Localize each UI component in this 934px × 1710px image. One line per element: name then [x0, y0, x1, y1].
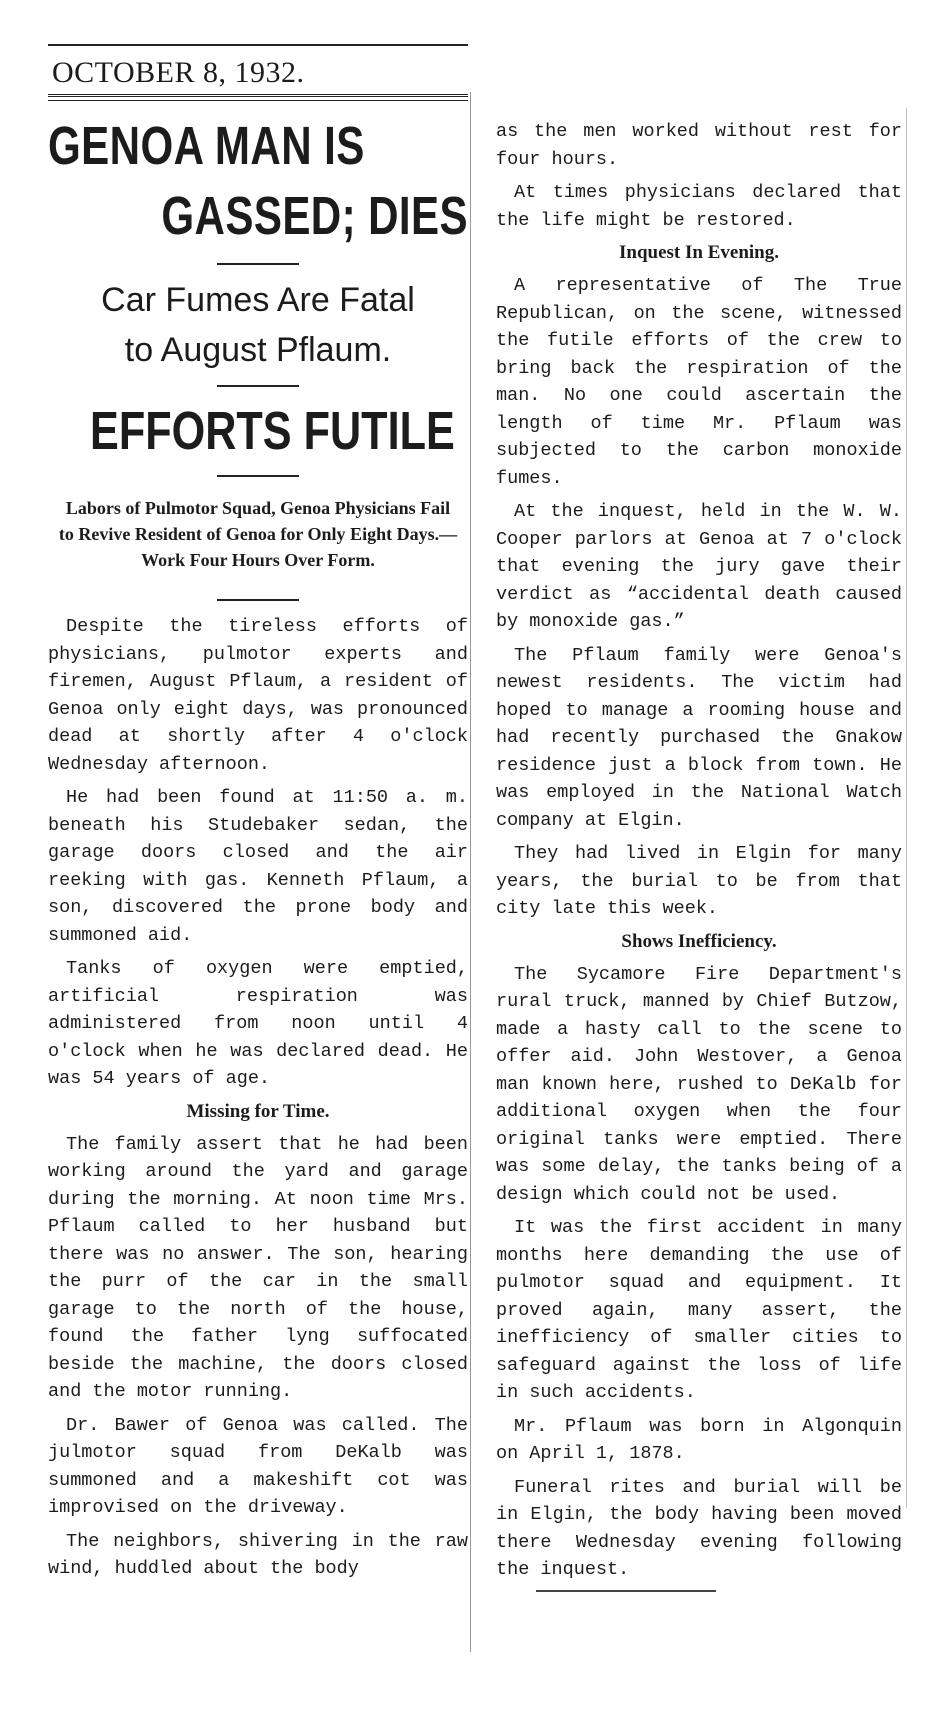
paragraph: Despite the tireless efforts of physicians, pulmotor experts and firemen, August Pflaum, a resident of Genoa only eight days, was pronounced dead at shortly after 4 o'clock Wednesday afternoon.	[48, 616, 468, 775]
paragraph: At the inquest, held in the W. W. Cooper parlors at Genoa at 7 o'clock that evening the jury gave their verdict as “accidental death caused by monoxide gas.”	[496, 501, 902, 632]
divider-rule	[217, 263, 299, 265]
paragraph: Tanks of oxygen were emptied, artificial respiration was administered from noon until 4 o'clock when he was declared dead. He was 54 years of age.	[48, 958, 468, 1089]
paragraph: A representative of The True Republican, on the scene, witnessed the futile efforts of the crew to bring back the respiration of the man. No one could ascertain the length of time Mr. Pflaum was subjected to the carbon monoxide fumes.	[496, 275, 902, 489]
subhead-missing-for-time: Missing for Time.	[186, 1100, 330, 1122]
headline-line-1: GENOA MAN IS	[48, 116, 365, 176]
divider-rule	[217, 385, 299, 387]
dateline: OCTOBER 8, 1932.	[52, 56, 305, 89]
right-body	[496, 118, 902, 1584]
paragraph: The neighbors, shivering in the raw wind, huddled about the body	[48, 1530, 468, 1579]
paragraph: Dr. Bawer of Genoa was called. The julmotor squad from DeKalb was summoned and a makeshift cot was improvised on the driveway.	[48, 1414, 468, 1518]
paragraph: The Sycamore Fire Department's rural truck, manned by Chief Butzow, made a hasty call to the scene to offer aid. John Westover, a Genoa man known here, rushed to DeKalb for additional oxygen when the four original tanks were emptied. There was some delay, the tanks being of a design which could not be used.	[496, 963, 902, 1205]
paragraph: Funeral rites and burial will be in Elgin, the body having been moved there Wednesday evening following the inquest.	[496, 1476, 902, 1580]
left-body	[48, 613, 468, 1583]
deck-line-1: Car Fumes Are Fatal	[101, 281, 415, 319]
paragraph: They had lived in Elgin for many years, the burial to be from that city late this week.	[496, 843, 902, 919]
column-divider	[470, 92, 471, 1652]
paragraph: as the men worked without rest for four hours.	[496, 121, 902, 170]
clipping-edge	[906, 108, 907, 1508]
paragraph: The family assert that he had been working around the yard and garage during the morning. At noon time Mrs. Pflaum called to her husband but there was no answer. The son, hearing the purr of the car in the small garage to the north of the house, found the father lyng suffocated beside the machine, the doors closed and the motor running.	[48, 1133, 468, 1402]
double-rule	[48, 94, 468, 101]
end-rule	[536, 1590, 716, 1592]
subhead-inquest-in-evening: Inquest In Evening.	[619, 242, 779, 263]
left-column	[48, 44, 468, 1589]
divider-rule	[217, 599, 299, 601]
headline-line-2: GASSED; DIES	[161, 186, 468, 246]
paragraph: Mr. Pflaum was born in Algonquin on April 1, 1878.	[496, 1415, 902, 1464]
divider-rule	[217, 475, 299, 477]
subdeck: Labors of Pulmotor Squad, Genoa Physicians Fail to Revive Resident of Genoa for Only Eight Days.—Work Four Hours Over Form.	[58, 498, 458, 570]
right-column	[496, 118, 902, 1592]
paragraph: He had been found at 11:50 a. m. beneath his Studebaker sedan, the garage doors closed and the air reeking with gas. Kenneth Pflaum, a son, discovered the prone body and summoned aid.	[48, 787, 468, 946]
paragraph: The Pflaum family were Genoa's newest residents. The victim had hoped to manage a rooming house and had recently purchased the Gnakow residence just a block from town. He was employed in the National Watch company at Elgin.	[496, 644, 902, 831]
headline-2: EFFORTS FUTILE	[90, 401, 455, 461]
paragraph: It was the first accident in many months here demanding the use of pulmotor squad and equipment. It proved again, many assert, the inefficiency of smaller cities to safeguard against the loss of life in such accidents.	[496, 1217, 902, 1403]
deck-line-2: to August Pflaum.	[124, 331, 392, 369]
subhead-shows-inefficiency: Shows Inefficiency.	[621, 930, 777, 952]
paragraph: At times physicians declared that the life might be restored.	[496, 182, 902, 231]
